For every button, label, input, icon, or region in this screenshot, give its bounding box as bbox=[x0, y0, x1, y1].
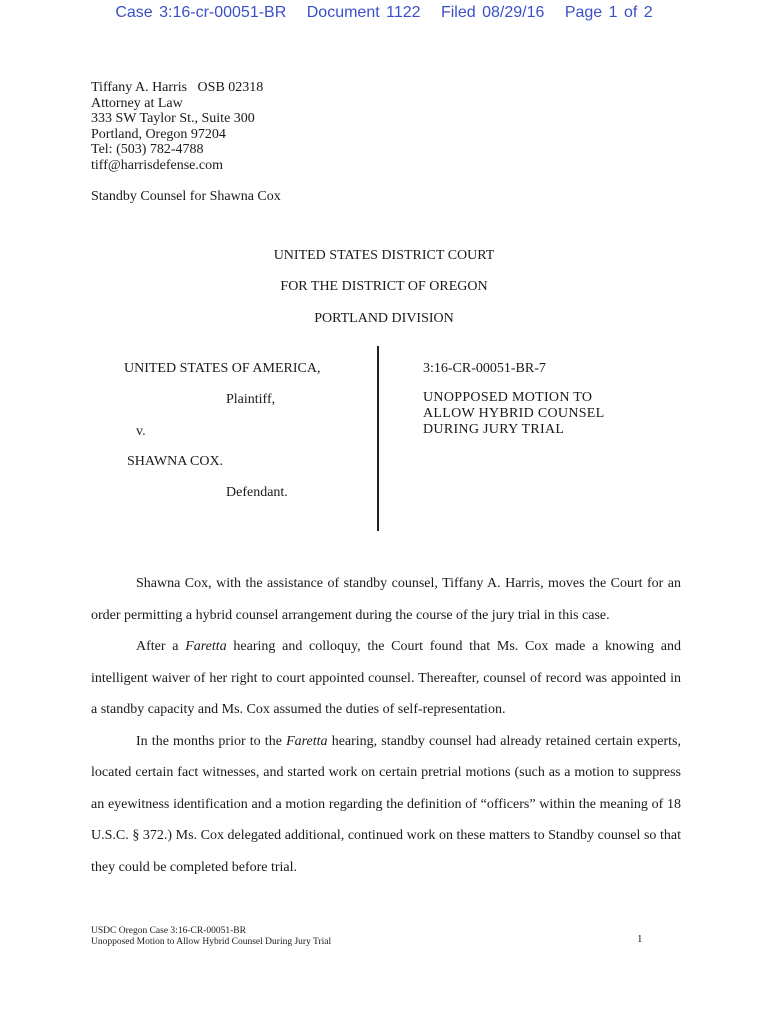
paragraph-2-case-name: Faretta bbox=[185, 639, 227, 654]
attorney-tel: Tel: (503) 782-4788 bbox=[91, 142, 204, 157]
defendant-label: Defendant. bbox=[226, 485, 288, 500]
court-name: UNITED STATES DISTRICT COURT bbox=[273, 248, 495, 263]
motion-title-line-1: UNOPPOSED MOTION TO bbox=[423, 390, 593, 405]
paragraph-2-post: hearing and colloquy, the Court found that Ms. Cox made a knowing and intelligent waiver of her right to court appointed counsel. Thereafter, counsel of record was appointed in a standby capacity and Ms. Cox assumed the duties of self-representation. bbox=[91, 639, 681, 717]
paragraph-2 bbox=[91, 631, 681, 726]
motion-title bbox=[423, 390, 605, 438]
court-district: FOR THE DISTRICT OF OREGON bbox=[280, 279, 488, 294]
attorney-address-1: 333 SW Taylor St., Suite 300 bbox=[91, 111, 255, 126]
stamp-document: Document 1122 bbox=[306, 4, 421, 21]
attorney-block bbox=[91, 80, 263, 173]
paragraph-2-pre: After a bbox=[136, 639, 186, 654]
page-number: 1 bbox=[637, 933, 643, 945]
stamp-case: Case 3:16-cr-00051-BR bbox=[115, 4, 287, 21]
paragraph-3-pre: In the months prior to the bbox=[136, 733, 287, 749]
defendant-name: SHAWNA COX. bbox=[127, 454, 224, 469]
paragraph-3-case-name: Faretta bbox=[286, 733, 328, 749]
attorney-name: Tiffany A. Harris OSB 02318 bbox=[91, 80, 264, 95]
footer-case: USDC Oregon Case 3:16-CR-00051-BR bbox=[91, 926, 246, 936]
court-division: PORTLAND DIVISION bbox=[314, 311, 454, 326]
attorney-role: Standby Counsel for Shawna Cox bbox=[91, 189, 281, 204]
attorney-address-2: Portland, Oregon 97204 bbox=[91, 126, 226, 142]
attorney-title: Attorney at Law bbox=[91, 95, 183, 111]
paragraph-3 bbox=[91, 726, 681, 884]
paragraph-3-post: hearing, standby counsel had already retained certain experts, located certain fact witnesses, and started work on certain pretrial motions (such as a motion to suppress an eyewitness identification and a motion regarding the definition of “officers” within the meaning of 18 U.S.C. § 372.) Ms. Cox delegated additional, continued work on these matters to Standby counsel so that they could be completed before trial. bbox=[91, 733, 681, 875]
attorney-email: tiff@harrisdefense.com bbox=[91, 157, 223, 173]
motion-body bbox=[91, 568, 681, 883]
ecf-header-stamp bbox=[0, 4, 768, 22]
stamp-filed: Filed 08/29/16 bbox=[440, 4, 545, 21]
plaintiff-label: Plaintiff, bbox=[226, 392, 276, 407]
case-number: 3:16-CR-00051-BR-7 bbox=[423, 361, 546, 376]
plaintiff-name: UNITED STATES OF AMERICA, bbox=[124, 361, 321, 376]
footer-title: Unopposed Motion to Allow Hybrid Counsel During Jury Trial bbox=[91, 937, 332, 947]
page-footer bbox=[91, 926, 331, 948]
paragraph-1: Shawna Cox, with the assistance of standby counsel, Tiffany A. Harris, moves the Court for an order permitting a hybrid counsel arrangement during the course of the jury trial in this case. bbox=[91, 576, 681, 623]
motion-title-line-2: ALLOW HYBRID COUNSEL bbox=[423, 406, 605, 421]
versus: v. bbox=[136, 424, 146, 439]
motion-title-line-3: DURING JURY TRIAL bbox=[423, 422, 565, 437]
caption-divider bbox=[377, 346, 379, 531]
stamp-page: Page 1 of 2 bbox=[564, 4, 653, 21]
